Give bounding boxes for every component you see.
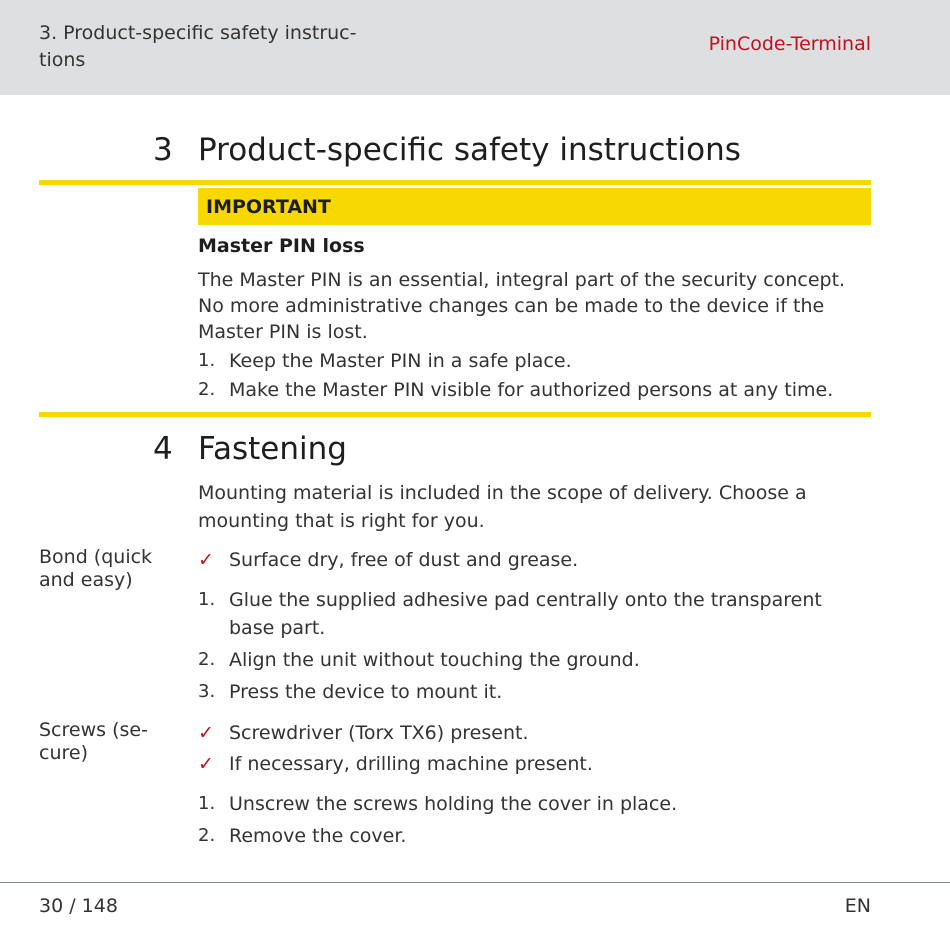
bond-side-label: Bond (quick and easy) (39, 546, 153, 591)
step-text: Remove the cover. (229, 825, 407, 847)
master-pin-body: The Master PIN is an essential, integral part of the security concept. No more administrative changes can be made to the device if the Master PIN is lost. (198, 269, 846, 343)
page-number: 30 / 148 (39, 895, 118, 917)
list-item (198, 586, 871, 642)
list-item (198, 678, 871, 706)
step-number: 1. (198, 793, 216, 814)
list-item (198, 750, 871, 778)
checkmark-icon: ✓ (198, 753, 214, 775)
step-number: 2. (198, 379, 216, 400)
prerequisite-text: If necessary, drilling machine present. (229, 753, 593, 775)
section-3-bottom-rule (39, 412, 871, 417)
checkmark-icon: ✓ (198, 549, 214, 571)
list-item (198, 719, 871, 747)
section-3-title: Product-specific safety instructions (198, 132, 741, 168)
footer-divider (0, 882, 950, 883)
step-number: 3. (198, 681, 216, 702)
prerequisite-text: Screwdriver (Torx TX6) present. (229, 722, 529, 744)
list-item (198, 347, 871, 375)
list-item (198, 376, 871, 404)
header-product-name: PinCode-Terminal (708, 33, 871, 55)
section-4-number: 4 (153, 431, 173, 467)
page-header (0, 0, 950, 95)
header-section-title: 3. Product-specific safety instruc-tions (39, 22, 357, 71)
section-3-top-rule (39, 180, 871, 185)
list-item (198, 546, 871, 574)
important-banner (198, 188, 871, 225)
step-text: Unscrew the screws holding the cover in place. (229, 793, 678, 815)
step-number: 1. (198, 589, 216, 610)
master-pin-loss-heading: Master PIN loss (198, 235, 365, 257)
step-number: 2. (198, 649, 216, 670)
step-text: Align the unit without touching the ground. (229, 649, 640, 671)
section-3-number: 3 (153, 132, 173, 168)
step-number: 2. (198, 825, 216, 846)
list-item (198, 822, 871, 850)
screws-side-label: Screws (se-cure) (39, 719, 148, 764)
important-label: IMPORTANT (206, 196, 331, 218)
section-4-title: Fastening (198, 431, 347, 467)
checkmark-icon: ✓ (198, 722, 214, 744)
prerequisite-text: Surface dry, free of dust and grease. (229, 549, 579, 571)
step-text: Keep the Master PIN in a safe place. (229, 350, 572, 372)
step-text: Glue the supplied adhesive pad centrally onto the transparent base part. (229, 589, 822, 639)
list-item (198, 646, 871, 674)
step-text: Make the Master PIN visible for authorized persons at any time. (229, 379, 834, 401)
step-number: 1. (198, 350, 216, 371)
step-text: Press the device to mount it. (229, 681, 503, 703)
list-item (198, 790, 871, 818)
fastening-intro: Mounting material is included in the scope of delivery. Choose a mounting that is right for you. (198, 482, 807, 532)
language-code: EN (844, 895, 871, 917)
